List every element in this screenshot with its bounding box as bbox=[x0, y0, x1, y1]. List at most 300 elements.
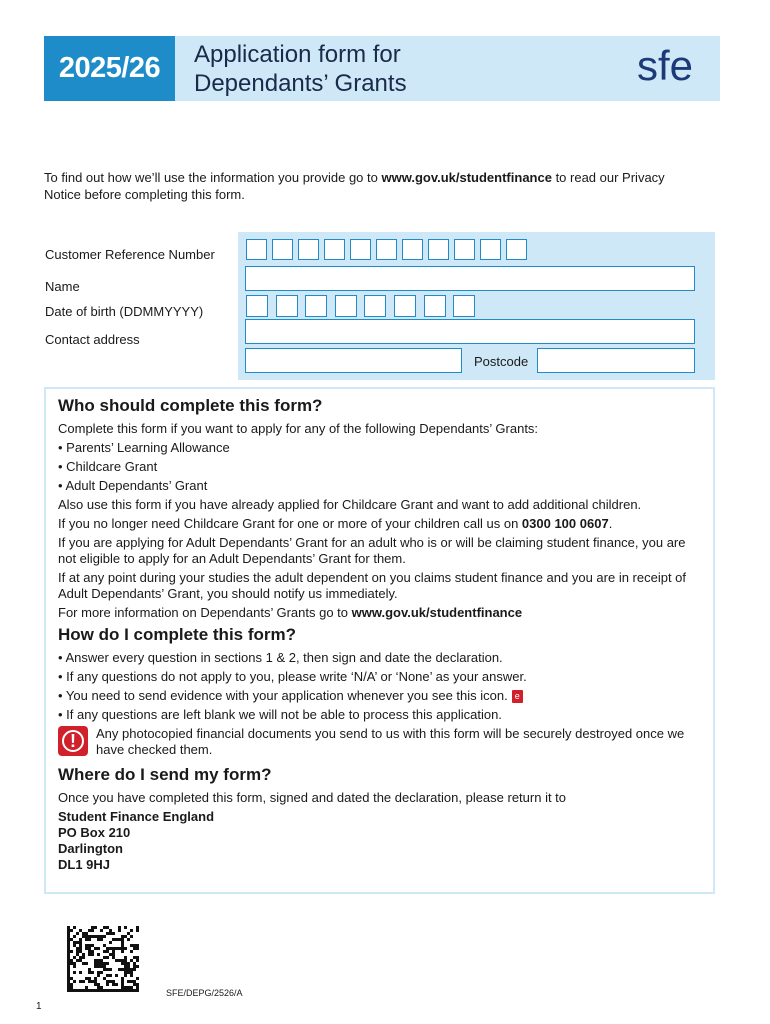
barcode-module bbox=[136, 977, 139, 980]
who-bullet-3: • Adult Dependants’ Grant bbox=[58, 478, 208, 493]
dob-box[interactable] bbox=[335, 295, 357, 317]
barcode-module bbox=[118, 938, 121, 941]
barcode-module bbox=[67, 962, 70, 965]
barcode-module bbox=[97, 986, 100, 989]
barcode-module bbox=[67, 983, 70, 986]
barcode-module bbox=[124, 956, 127, 959]
crn-box[interactable] bbox=[506, 239, 527, 260]
barcode-module bbox=[79, 941, 82, 944]
barcode-module bbox=[115, 974, 118, 977]
barcode-module bbox=[109, 953, 112, 956]
barcode-module bbox=[127, 962, 130, 965]
barcode-module bbox=[106, 956, 109, 959]
crn-box[interactable] bbox=[272, 239, 293, 260]
barcode-module bbox=[133, 965, 136, 968]
barcode-module bbox=[94, 983, 97, 986]
barcode-module bbox=[100, 959, 103, 962]
warning-notice bbox=[58, 726, 703, 758]
barcode-module bbox=[127, 968, 130, 971]
barcode-module bbox=[67, 986, 70, 989]
barcode-module bbox=[79, 950, 82, 953]
barcode-module bbox=[124, 974, 127, 977]
barcode-module bbox=[130, 986, 133, 989]
barcode-module bbox=[70, 938, 73, 941]
barcode-module bbox=[121, 986, 124, 989]
who-bullet-2: • Childcare Grant bbox=[58, 459, 158, 474]
barcode-module bbox=[85, 947, 88, 950]
barcode-module bbox=[136, 926, 139, 929]
barcode-module bbox=[67, 953, 70, 956]
barcode-module bbox=[130, 935, 133, 938]
how-bullet-1: • Answer every question in sections 1 & 2, then sign and date the declaration. bbox=[58, 650, 503, 665]
barcode-module bbox=[85, 986, 88, 989]
barcode-module bbox=[136, 986, 139, 989]
barcode-module bbox=[121, 941, 124, 944]
barcode-module bbox=[67, 965, 70, 968]
barcode-module bbox=[124, 962, 127, 965]
barcode-module bbox=[127, 932, 130, 935]
barcode-module bbox=[88, 989, 91, 992]
barcode-module bbox=[103, 965, 106, 968]
barcode-module bbox=[106, 950, 109, 953]
page-number: 1 bbox=[36, 1001, 42, 1012]
barcode-module bbox=[130, 959, 133, 962]
barcode-module bbox=[112, 938, 115, 941]
barcode-module bbox=[88, 950, 91, 953]
barcode-module bbox=[76, 947, 79, 950]
barcode-module bbox=[103, 944, 106, 947]
barcode-module bbox=[67, 971, 70, 974]
barcode-module bbox=[97, 965, 100, 968]
barcode-module bbox=[88, 953, 91, 956]
barcode-module bbox=[97, 962, 100, 965]
barcode-module bbox=[88, 944, 91, 947]
crn-box[interactable] bbox=[480, 239, 501, 260]
barcode-module bbox=[103, 935, 106, 938]
dob-box[interactable] bbox=[305, 295, 327, 317]
barcode-module bbox=[124, 926, 127, 929]
barcode-module bbox=[130, 944, 133, 947]
barcode-module bbox=[67, 941, 70, 944]
barcode-module bbox=[67, 989, 70, 992]
barcode-module bbox=[100, 989, 103, 992]
who-notify: If at any point during your studies the adult dependent on you claims student finance and you are in receipt of Adult Dependants’ Grant, you should notify us immediately. bbox=[58, 570, 687, 601]
barcode-module bbox=[85, 944, 88, 947]
barcode-module bbox=[130, 989, 133, 992]
barcode-module bbox=[97, 953, 100, 956]
barcode-module bbox=[79, 989, 82, 992]
barcode-module bbox=[127, 989, 130, 992]
barcode-module bbox=[124, 947, 127, 950]
barcode-module bbox=[70, 962, 73, 965]
barcode-module bbox=[133, 956, 136, 959]
barcode-module bbox=[136, 983, 139, 986]
barcode-module bbox=[106, 983, 109, 986]
barcode-module bbox=[133, 983, 136, 986]
barcode-module bbox=[124, 986, 127, 989]
barcode-module bbox=[76, 953, 79, 956]
barcode-module bbox=[103, 950, 106, 953]
how-bullet-3 bbox=[58, 688, 703, 704]
crn-label: Customer Reference Number bbox=[45, 247, 215, 262]
barcode-module bbox=[97, 959, 100, 962]
barcode-module bbox=[79, 956, 82, 959]
barcode-module bbox=[136, 956, 139, 959]
dob-box[interactable] bbox=[364, 295, 386, 317]
barcode-module bbox=[130, 929, 133, 932]
barcode-module bbox=[103, 977, 106, 980]
barcode-module bbox=[88, 971, 91, 974]
barcode-module bbox=[73, 926, 76, 929]
barcode-module bbox=[88, 935, 91, 938]
how-heading: How do I complete this form? bbox=[58, 625, 297, 644]
how-bullet-2: • If any questions do not apply to you, please write ‘N/A’ or ‘None’ as your answer. bbox=[58, 669, 527, 684]
barcode-module bbox=[67, 935, 70, 938]
barcode-module bbox=[67, 959, 70, 962]
form-code: SFE/DEPG/2526/A bbox=[166, 988, 243, 998]
crn-box[interactable] bbox=[454, 239, 475, 260]
barcode-module bbox=[118, 926, 121, 929]
who-more-text: For more information on Dependants’ Grants go to bbox=[58, 605, 352, 620]
barcode-module bbox=[112, 983, 115, 986]
barcode-module bbox=[85, 962, 88, 965]
barcode-module bbox=[109, 941, 112, 944]
barcode-module bbox=[100, 962, 103, 965]
barcode-module bbox=[127, 965, 130, 968]
barcode-module bbox=[67, 947, 70, 950]
barcode-module bbox=[73, 941, 76, 944]
barcode-module bbox=[124, 965, 127, 968]
barcode-module bbox=[82, 980, 85, 983]
barcode-module bbox=[79, 947, 82, 950]
dob-box[interactable] bbox=[276, 295, 298, 317]
barcode-module bbox=[106, 989, 109, 992]
barcode-module bbox=[73, 980, 76, 983]
barcode-module bbox=[94, 935, 97, 938]
barcode-module bbox=[79, 971, 82, 974]
barcode-module bbox=[130, 950, 133, 953]
barcode-module bbox=[121, 938, 124, 941]
barcode-module bbox=[91, 935, 94, 938]
barcode-module bbox=[79, 929, 82, 932]
barcode-module bbox=[112, 980, 115, 983]
barcode-module bbox=[133, 980, 136, 983]
barcode-module bbox=[106, 926, 109, 929]
barcode-module bbox=[109, 932, 112, 935]
barcode-module bbox=[121, 983, 124, 986]
crn-box[interactable] bbox=[350, 239, 371, 260]
address-field-line2[interactable] bbox=[245, 348, 462, 373]
barcode-module bbox=[130, 974, 133, 977]
warning-icon: ! bbox=[58, 726, 88, 756]
barcode-module bbox=[67, 968, 70, 971]
barcode-module bbox=[85, 935, 88, 938]
barcode-module bbox=[76, 959, 79, 962]
barcode-module bbox=[121, 977, 124, 980]
barcode-module bbox=[73, 944, 76, 947]
barcode-module bbox=[115, 983, 118, 986]
barcode-module bbox=[112, 932, 115, 935]
barcode-module bbox=[121, 962, 124, 965]
barcode-module bbox=[73, 935, 76, 938]
barcode-module bbox=[67, 956, 70, 959]
barcode-module bbox=[91, 980, 94, 983]
barcode-module bbox=[109, 974, 112, 977]
barcode-module bbox=[85, 938, 88, 941]
barcode-module bbox=[79, 959, 82, 962]
barcode-module bbox=[109, 989, 112, 992]
barcode-module bbox=[112, 956, 115, 959]
barcode-module bbox=[121, 959, 124, 962]
barcode-module bbox=[97, 974, 100, 977]
barcode-module bbox=[121, 980, 124, 983]
barcode-module bbox=[94, 989, 97, 992]
evidence-icon: e bbox=[512, 690, 523, 703]
barcode-module bbox=[136, 929, 139, 932]
dob-box[interactable] bbox=[246, 295, 268, 317]
barcode-module bbox=[100, 935, 103, 938]
barcode-module bbox=[76, 941, 79, 944]
barcode-module bbox=[130, 971, 133, 974]
barcode-module bbox=[127, 971, 130, 974]
warning-text: Any photocopied financial documents you send to us with this form will be securely destroyed once we have checked them. bbox=[96, 726, 685, 757]
barcode-module bbox=[112, 950, 115, 953]
crn-box[interactable] bbox=[246, 239, 267, 260]
address-label: Contact address bbox=[45, 332, 140, 347]
barcode-module bbox=[82, 956, 85, 959]
guidance-panel bbox=[44, 387, 715, 894]
phone-number: 0300 100 0607 bbox=[521, 516, 609, 531]
name-label: Name bbox=[45, 279, 80, 294]
barcode-module bbox=[79, 980, 82, 983]
barcode-module bbox=[73, 956, 76, 959]
privacy-notice bbox=[44, 169, 704, 203]
privacy-text-before: To find out how we’ll use the information you provide go to bbox=[44, 170, 382, 185]
barcode-module bbox=[124, 989, 127, 992]
barcode-module bbox=[136, 989, 139, 992]
barcode-module bbox=[106, 962, 109, 965]
barcode-module bbox=[82, 962, 85, 965]
postcode-label: Postcode bbox=[474, 354, 529, 369]
barcode-module bbox=[124, 971, 127, 974]
barcode-module bbox=[88, 947, 91, 950]
barcode-module bbox=[94, 977, 97, 980]
privacy-link[interactable]: www.gov.uk/studentfinance bbox=[381, 170, 552, 185]
who-more bbox=[58, 605, 703, 621]
address-field-line1[interactable] bbox=[245, 319, 695, 344]
barcode-module bbox=[88, 968, 91, 971]
barcode-module bbox=[85, 932, 88, 935]
barcode-module bbox=[112, 953, 115, 956]
barcode-module bbox=[94, 965, 97, 968]
who-intro: Complete this form if you want to apply for any of the following Dependants’ Grants: bbox=[58, 421, 539, 436]
barcode-module bbox=[127, 986, 130, 989]
barcode-module bbox=[91, 944, 94, 947]
barcode-module bbox=[73, 971, 76, 974]
barcode-module bbox=[100, 929, 103, 932]
barcode-module bbox=[85, 977, 88, 980]
barcode-module bbox=[94, 962, 97, 965]
form-year: 2025/26 bbox=[44, 36, 175, 101]
barcode-module bbox=[70, 929, 73, 932]
dob-label: Date of birth (DDMMYYYY) bbox=[45, 304, 204, 319]
who-adult: If you are applying for Adult Dependants’ Grant for an adult who is or will be claiming student finance, you are not eligible to apply for an Adult Dependants’ Grant for them. bbox=[58, 535, 686, 566]
barcode-module bbox=[79, 944, 82, 947]
barcode-module bbox=[127, 980, 130, 983]
barcode-module bbox=[67, 929, 70, 932]
barcode-module bbox=[73, 989, 76, 992]
barcode-module bbox=[70, 989, 73, 992]
barcode-module bbox=[97, 947, 100, 950]
barcode-module bbox=[127, 938, 130, 941]
barcode-module bbox=[103, 989, 106, 992]
barcode-module bbox=[103, 926, 106, 929]
barcode-module bbox=[70, 983, 73, 986]
barcode-module bbox=[91, 953, 94, 956]
crn-box[interactable] bbox=[324, 239, 345, 260]
crn-box[interactable] bbox=[298, 239, 319, 260]
barcode-module bbox=[70, 950, 73, 953]
barcode-module bbox=[100, 986, 103, 989]
who-call-end: . bbox=[608, 516, 613, 531]
barcode-module bbox=[136, 944, 139, 947]
privacy-text-after: to read our Privacy Notice before completing this form. bbox=[44, 170, 665, 202]
crn-box[interactable] bbox=[402, 239, 423, 260]
how-bullet-3-text: • You need to send evidence with your application whenever you see this icon. bbox=[58, 688, 508, 703]
who-call-text: If you no longer need Childcare Grant for one or more of your children call us on bbox=[58, 516, 522, 531]
address-line-1: Student Finance England bbox=[58, 809, 215, 824]
barcode-module bbox=[124, 959, 127, 962]
barcode-module bbox=[103, 968, 106, 971]
barcode-module bbox=[67, 926, 70, 929]
barcode-module bbox=[115, 959, 118, 962]
barcode-module bbox=[109, 980, 112, 983]
barcode-module bbox=[70, 959, 73, 962]
barcode-module bbox=[67, 950, 70, 953]
crn-box[interactable] bbox=[428, 239, 449, 260]
barcode-module bbox=[67, 977, 70, 980]
barcode-module bbox=[91, 950, 94, 953]
barcode-module bbox=[91, 989, 94, 992]
barcode-module bbox=[112, 989, 115, 992]
barcode-module bbox=[136, 965, 139, 968]
barcode-module bbox=[118, 959, 121, 962]
barcode-module bbox=[115, 938, 118, 941]
crn-box[interactable] bbox=[376, 239, 397, 260]
barcode-module bbox=[133, 944, 136, 947]
barcode-module bbox=[115, 947, 118, 950]
barcode-module bbox=[97, 938, 100, 941]
barcode-module bbox=[70, 986, 73, 989]
form-title-line1: Application form for bbox=[194, 41, 401, 68]
barcode-module bbox=[100, 938, 103, 941]
barcode-module bbox=[88, 938, 91, 941]
who-heading: Who should complete this form? bbox=[58, 396, 323, 415]
more-info-link[interactable]: www.gov.uk/studentfinance bbox=[351, 605, 523, 620]
barcode-module bbox=[121, 935, 124, 938]
barcode-module bbox=[67, 944, 70, 947]
where-intro: Once you have completed this form, signed and dated the declaration, please return it to bbox=[58, 790, 567, 805]
address-line-4: DL1 9HJ bbox=[58, 857, 111, 872]
barcode-module bbox=[109, 947, 112, 950]
barcode-module bbox=[94, 947, 97, 950]
barcode-module bbox=[76, 950, 79, 953]
barcode-module bbox=[97, 989, 100, 992]
barcode-module bbox=[79, 938, 82, 941]
barcode-module bbox=[97, 935, 100, 938]
barcode-module bbox=[136, 947, 139, 950]
barcode-module bbox=[88, 929, 91, 932]
sfe-logo: sfe bbox=[636, 42, 693, 89]
barcode-module bbox=[106, 980, 109, 983]
barcode-module bbox=[94, 926, 97, 929]
barcode-module bbox=[118, 968, 121, 971]
barcode-module bbox=[121, 968, 124, 971]
barcode-module bbox=[82, 953, 85, 956]
barcode-module bbox=[106, 947, 109, 950]
dob-box[interactable] bbox=[424, 295, 446, 317]
barcode-module bbox=[124, 935, 127, 938]
who-bullet-1: • Parents’ Learning Allowance bbox=[58, 440, 230, 455]
barcode-module bbox=[109, 929, 112, 932]
dob-box[interactable] bbox=[453, 295, 475, 317]
barcode-module bbox=[91, 926, 94, 929]
barcode-module bbox=[115, 989, 118, 992]
barcode-module bbox=[121, 989, 124, 992]
postcode-field[interactable] bbox=[537, 348, 695, 373]
form-title-line2: Dependants’ Grants bbox=[194, 70, 407, 97]
address-line-2: PO Box 210 bbox=[58, 825, 131, 840]
barcode-module bbox=[133, 947, 136, 950]
barcode-module bbox=[85, 989, 88, 992]
barcode-module bbox=[103, 956, 106, 959]
barcode-module bbox=[106, 932, 109, 935]
barcode-module bbox=[133, 989, 136, 992]
barcode-module bbox=[82, 935, 85, 938]
barcode-module bbox=[91, 971, 94, 974]
barcode-module bbox=[112, 947, 115, 950]
barcode-module bbox=[124, 968, 127, 971]
barcode-module bbox=[94, 959, 97, 962]
barcode-module bbox=[118, 947, 121, 950]
barcode-module bbox=[106, 968, 109, 971]
barcode-module bbox=[100, 971, 103, 974]
name-field[interactable] bbox=[245, 266, 695, 291]
barcode-module bbox=[67, 974, 70, 977]
who-call bbox=[58, 516, 703, 532]
barcode-module bbox=[70, 977, 73, 980]
where-heading: Where do I send my form? bbox=[58, 765, 272, 784]
who-also: Also use this form if you have already applied for Childcare Grant and want to add additional children. bbox=[58, 497, 642, 512]
barcode-module bbox=[76, 989, 79, 992]
dob-box[interactable] bbox=[394, 295, 416, 317]
barcode-module bbox=[91, 929, 94, 932]
barcode-module bbox=[121, 944, 124, 947]
barcode-module bbox=[82, 932, 85, 935]
form-title bbox=[194, 40, 407, 98]
how-bullet-4: • If any questions are left blank we will not be able to process this application. bbox=[58, 707, 502, 722]
barcode-module bbox=[103, 962, 106, 965]
barcode-module bbox=[121, 950, 124, 953]
address-line-3: Darlington bbox=[58, 841, 123, 856]
barcode-module bbox=[67, 980, 70, 983]
barcode-module bbox=[133, 962, 136, 965]
barcode-module bbox=[118, 989, 121, 992]
barcode-module bbox=[88, 977, 91, 980]
barcode-module bbox=[130, 980, 133, 983]
barcode-module bbox=[118, 929, 121, 932]
barcode-module bbox=[73, 965, 76, 968]
